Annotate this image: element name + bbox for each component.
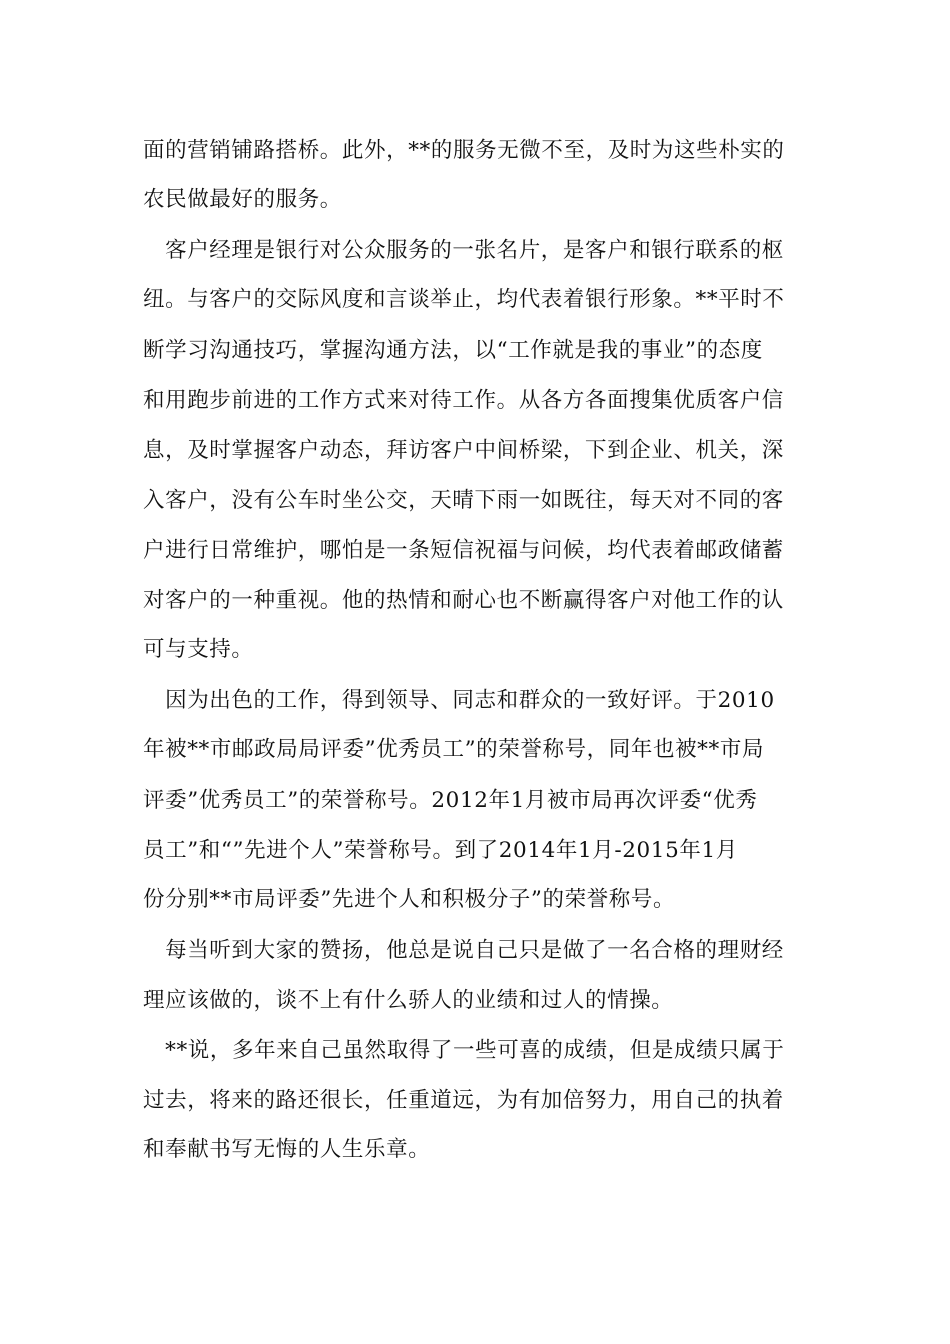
text-line: 份分别**市局评委”先进个人和积极分子”的荣誉称号。 [143,887,676,912]
text-line: 断学习沟通技巧，掌握沟通方法，以“工作就是我的事业”的态度 [143,338,763,363]
text-line: 面的营销铺路搭桥。此外，**的服务无微不至，及时为这些朴实的 [143,138,785,163]
text-line: 可与支持。 [143,637,254,662]
text-line: 过去，将来的路还很长，任重道远，为有加倍努力，用自己的执着 [143,1088,784,1113]
text-line: 客户经理是银行对公众服务的一张名片，是客户和银行联系的枢 [143,238,784,263]
text-line: 因为出色的工作，得到领导、同志和群众的一致好评。于2010 [143,688,775,713]
text-line: 评委”优秀员工”的荣誉称号。2012年1月被市局再次评委“优秀 [143,788,758,813]
text-line: **说，多年来自己虽然取得了一些可喜的成绩，但是成绩只属于 [143,1038,785,1063]
text-line: 入客户，没有公车时坐公交，天晴下雨一如既往，每天对不同的客 [143,488,784,513]
text-line: 员工”和“”先进个人”荣誉称号。到了2014年1月-2015年1月 [143,838,738,863]
text-line: 农民做最好的服务。 [143,187,342,212]
text-line: 年被**市邮政局局评委”优秀员工”的荣誉称号，同年也被**市局 [143,737,765,762]
text-line: 和奉献书写无悔的人生乐章。 [143,1137,431,1162]
text-line: 理应该做的，谈不上有什么骄人的业绩和过人的情操。 [143,988,674,1013]
text-line: 息，及时掌握客户动态，拜访客户中间桥梁，下到企业、机关，深 [143,438,784,463]
text-line: 每当听到大家的赞扬，他总是说自己只是做了一名合格的理财经 [143,938,784,963]
text-line: 户进行日常维护，哪怕是一条短信祝福与问候，均代表着邮政储蓄 [143,538,784,563]
text-line: 纽。与客户的交际风度和言谈举止，均代表着银行形象。**平时不 [143,287,785,312]
text-line: 和用跑步前进的工作方式来对待工作。从各方各面搜集优质客户信 [143,388,784,413]
text-line: 对客户的一种重视。他的热情和耐心也不断赢得客户对他工作的认 [143,588,784,613]
